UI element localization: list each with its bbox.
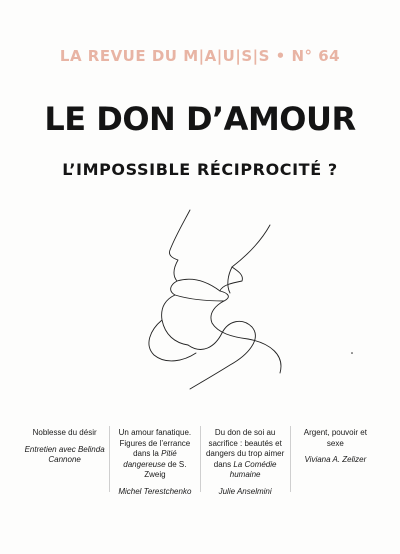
toc-item bbox=[109, 426, 199, 496]
toc-author: Julie Anselmini bbox=[218, 486, 272, 496]
toc-item bbox=[290, 426, 380, 492]
journal-kicker: LA REVUE DU M|A|U|S|S • N° 64 bbox=[59, 47, 341, 65]
toc-item bbox=[200, 426, 290, 496]
cover-title: LE DON D’AMOUR bbox=[44, 100, 356, 138]
toc-heading: Noblesse du désir bbox=[32, 428, 97, 437]
toc-author: Viviana A. Zelizer bbox=[304, 455, 367, 464]
toc-author: Michel Terestchenko bbox=[118, 486, 192, 496]
table-of-contents bbox=[20, 426, 380, 496]
toc-sub: Entretien avec Belinda Cannone bbox=[24, 444, 105, 464]
toc-heading: Du don de soi au sacrifice : beautés et dangers du trop aimer dans La Comédie humaine bbox=[205, 428, 285, 479]
toc-heading: Un amour fanatique. Figures de l’errance dans la Pitié dangereuse de S. Zweig bbox=[118, 428, 192, 479]
toc-item bbox=[20, 426, 109, 492]
kissing-faces-line-art-icon bbox=[120, 205, 370, 390]
cover-subtitle: L’IMPOSSIBLE RÉCIPROCITÉ ? bbox=[62, 160, 338, 179]
toc-heading: Argent, pouvoir et sexe bbox=[303, 428, 367, 448]
